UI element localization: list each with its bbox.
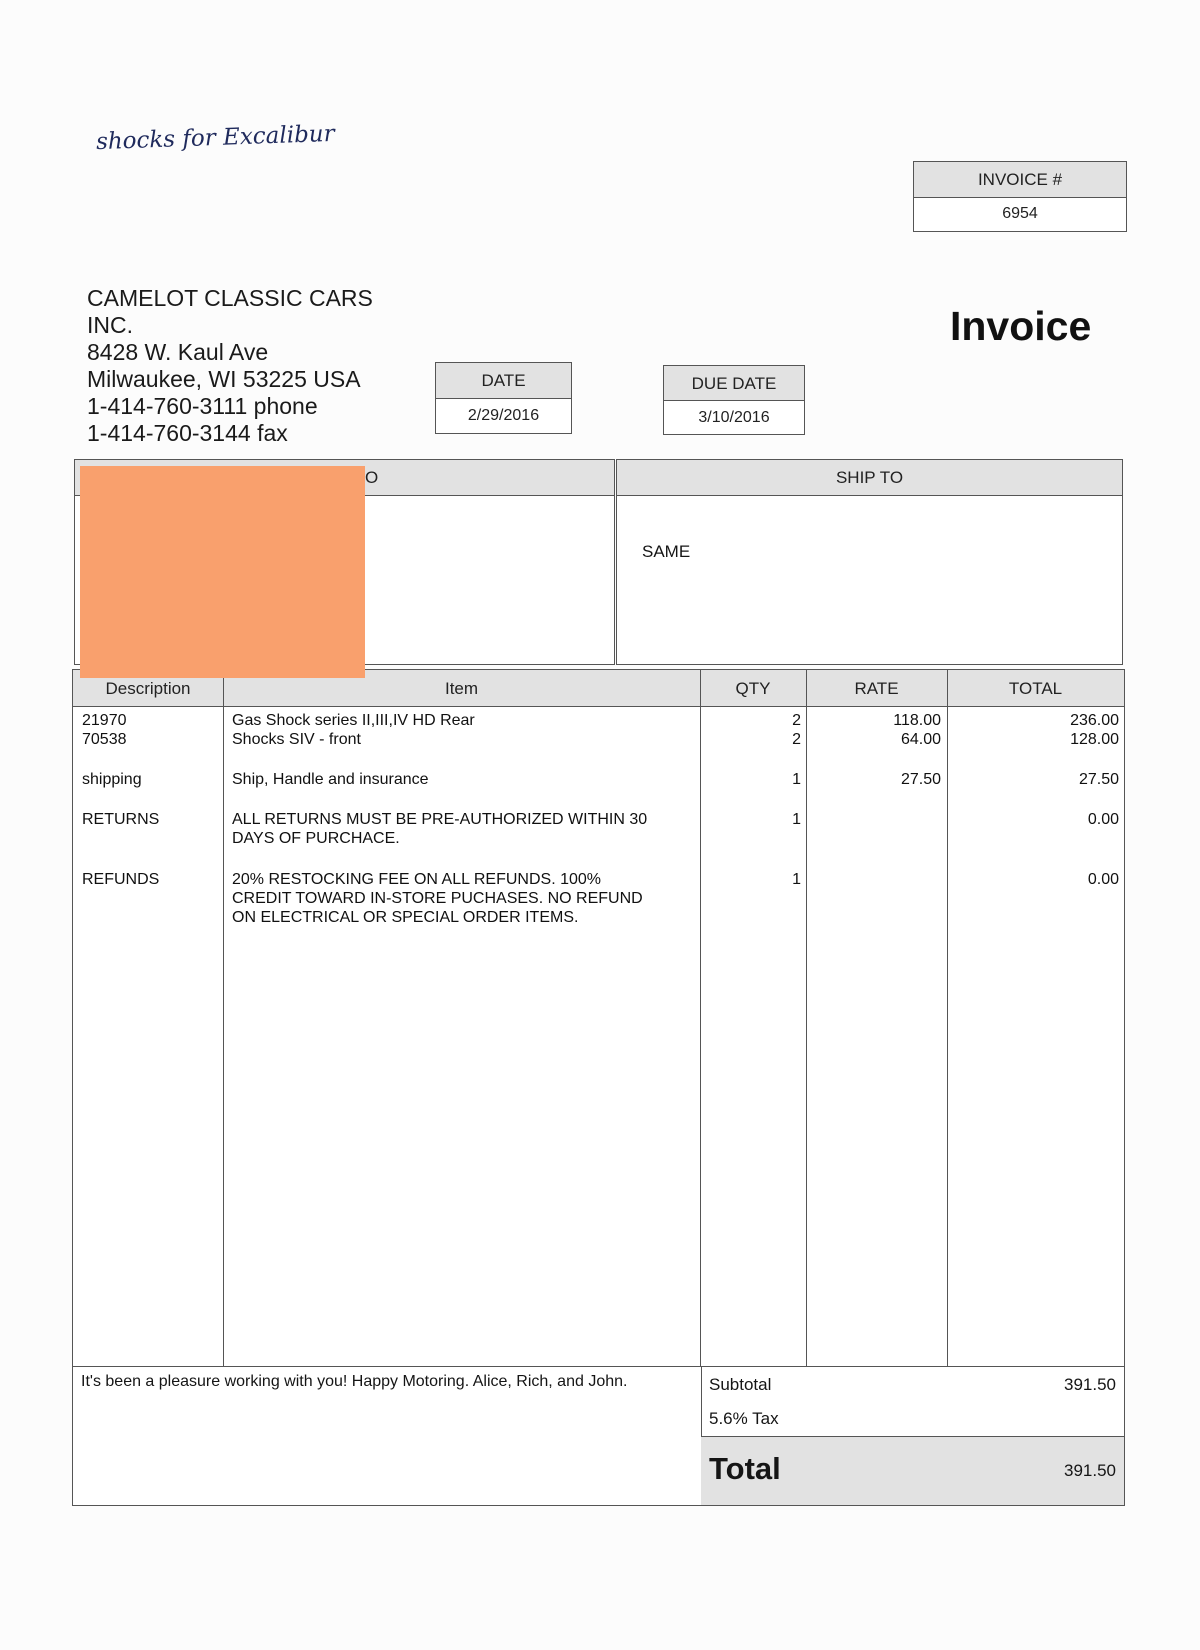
date-label: DATE bbox=[436, 363, 571, 399]
due-date-label: DUE DATE bbox=[664, 366, 804, 401]
row-total: 0.00 bbox=[1087, 811, 1119, 828]
date-value: 2/29/2016 bbox=[467, 407, 540, 424]
column-divider bbox=[806, 670, 807, 1368]
company-phone: 1-414-760-3111 phone bbox=[87, 393, 318, 419]
bill-to-label: O bbox=[365, 468, 379, 487]
due-date-box bbox=[663, 365, 805, 435]
redaction-block bbox=[80, 466, 365, 678]
header-qty: QTY bbox=[735, 679, 771, 698]
row-qty: 1 bbox=[792, 811, 801, 828]
due-date-value: 3/10/2016 bbox=[698, 409, 770, 426]
header-rate: RATE bbox=[854, 679, 899, 698]
date-box bbox=[435, 362, 572, 434]
row-description: shipping bbox=[82, 771, 142, 788]
invoice-number-label: INVOICE # bbox=[914, 162, 1126, 198]
total-band bbox=[701, 1436, 1124, 1505]
company-fax: 1-414-760-3144 fax bbox=[87, 420, 288, 446]
row-rate: 27.50 bbox=[900, 771, 941, 788]
thank-you-message: It's been a pleasure working with you! Happy Motoring. Alice, Rich, and John. bbox=[81, 1373, 628, 1390]
subtotal-label: Subtotal bbox=[709, 1375, 772, 1394]
row-total: 27.50 bbox=[1078, 771, 1119, 788]
header-item: Item bbox=[444, 679, 479, 698]
invoice-footer bbox=[72, 1366, 1125, 1506]
ship-to-panel bbox=[616, 459, 1123, 665]
row-item: Ship, Handle and insurance bbox=[232, 771, 429, 788]
row-qty: 2 2 bbox=[792, 712, 801, 748]
row-item: ALL RETURNS MUST BE PRE-AUTHORIZED WITHIN 30 DAYS OF PURCHACE. bbox=[232, 811, 648, 847]
row-description: RETURNS bbox=[82, 811, 160, 828]
document-title: Invoice bbox=[950, 303, 1092, 349]
row-item: 20% RESTOCKING FEE ON ALL REFUNDS. 100% CREDIT TOWARD IN-STORE PUCHASES. NO REFUND ON ELECTRICAL OR SPECIAL ORDER ITEMS. bbox=[232, 871, 643, 926]
row-item: Gas Shock series II,III,IV HD Rear Shocks SIV - front bbox=[232, 712, 475, 748]
company-street: 8428 W. Kaul Ave bbox=[87, 339, 269, 365]
ship-to-header: SHIP TO bbox=[617, 460, 1122, 496]
invoice-number-value: 6954 bbox=[1002, 205, 1038, 222]
handwritten-note: shocks for Excalibur bbox=[95, 120, 336, 156]
company-city: Milwaukee, WI 53225 USA bbox=[87, 366, 361, 392]
company-address-block bbox=[87, 285, 373, 447]
row-qty: 1 bbox=[792, 871, 801, 888]
ship-to-value: SAME bbox=[642, 542, 691, 561]
row-qty: 1 bbox=[792, 771, 801, 788]
total-label: Total bbox=[709, 1451, 781, 1486]
total-value: 391.50 bbox=[1064, 1461, 1116, 1480]
column-divider bbox=[223, 670, 224, 1368]
company-name: CAMELOT CLASSIC CARS bbox=[87, 285, 373, 311]
header-description: Description bbox=[105, 679, 191, 698]
row-total: 0.00 bbox=[1087, 871, 1119, 888]
header-total: TOTAL bbox=[1008, 679, 1063, 698]
row-rate: 118.00 64.00 bbox=[893, 712, 941, 748]
company-name-suffix: INC. bbox=[87, 312, 133, 338]
row-description: 21970 70538 bbox=[82, 712, 127, 748]
row-description: REFUNDS bbox=[82, 871, 160, 888]
line-items-table bbox=[72, 669, 1125, 1369]
tax-label: 5.6% Tax bbox=[709, 1409, 779, 1428]
subtotal-value: 391.50 bbox=[1064, 1375, 1116, 1394]
row-total: 236.00 128.00 bbox=[1070, 712, 1119, 748]
invoice-number-box bbox=[913, 161, 1127, 232]
